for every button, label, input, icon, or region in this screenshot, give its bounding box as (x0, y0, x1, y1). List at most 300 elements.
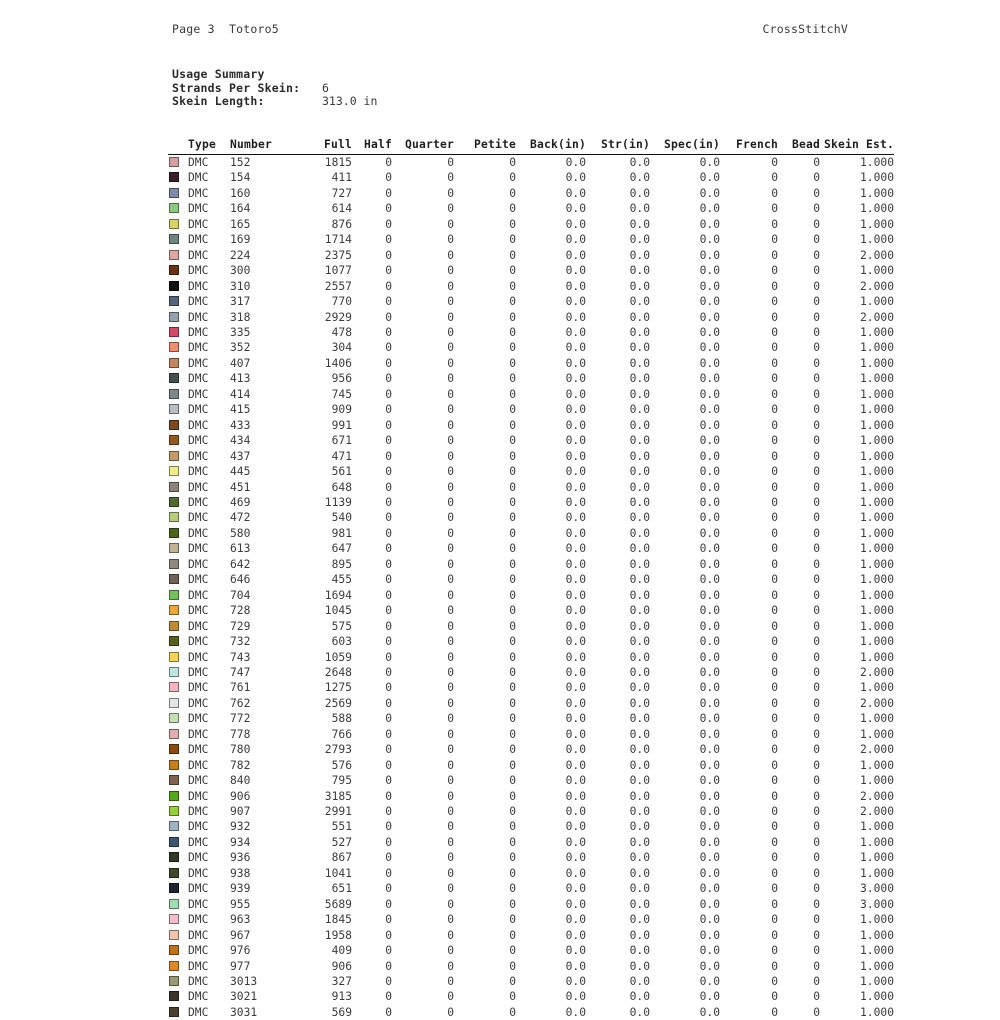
col-number: Number (230, 138, 288, 155)
cell-full: 651 (288, 881, 352, 896)
cell-french: 0 (720, 402, 778, 417)
cell-french: 0 (720, 495, 778, 510)
cell-skein-est: 1.000 (820, 510, 894, 525)
cell-number: 778 (230, 727, 288, 742)
col-petite: Petite (454, 138, 516, 155)
cell-half: 0 (352, 294, 392, 309)
cell-bead: 0 (778, 650, 820, 665)
cell-spec-in: 0.0 (650, 680, 720, 695)
cell-quarter: 0 (392, 943, 454, 958)
cell-petite: 0 (454, 603, 516, 618)
cell-petite: 0 (454, 850, 516, 865)
cell-bead: 0 (778, 510, 820, 525)
cell-str-in: 0.0 (586, 819, 650, 834)
cell-full: 671 (288, 433, 352, 448)
color-swatch-icon (169, 358, 179, 368)
cell-type: DMC (188, 186, 230, 201)
color-swatch-icon (169, 281, 179, 291)
color-swatch-icon (169, 404, 179, 414)
cell-type: DMC (188, 356, 230, 371)
cell-swatch (168, 665, 188, 680)
cell-quarter: 0 (392, 912, 454, 927)
cell-swatch (168, 912, 188, 927)
cell-spec-in: 0.0 (650, 541, 720, 556)
cell-skein-est: 1.000 (820, 572, 894, 587)
table-row (168, 480, 894, 495)
cell-type: DMC (188, 588, 230, 603)
cell-bead: 0 (778, 557, 820, 572)
skein-length-row (172, 95, 377, 109)
cell-petite: 0 (454, 696, 516, 711)
cell-skein-est: 1.000 (820, 170, 894, 185)
cell-spec-in: 0.0 (650, 510, 720, 525)
cell-bead: 0 (778, 619, 820, 634)
cell-full: 2569 (288, 696, 352, 711)
cell-bead: 0 (778, 572, 820, 587)
cell-half: 0 (352, 356, 392, 371)
table-header-row (168, 138, 894, 155)
color-swatch-icon (169, 791, 179, 801)
cell-number: 704 (230, 588, 288, 603)
cell-swatch (168, 155, 188, 171)
cell-petite: 0 (454, 943, 516, 958)
color-swatch-icon (169, 327, 179, 337)
cell-number: 646 (230, 572, 288, 587)
cell-bead: 0 (778, 186, 820, 201)
cell-spec-in: 0.0 (650, 449, 720, 464)
cell-quarter: 0 (392, 310, 454, 325)
cell-half: 0 (352, 928, 392, 943)
cell-french: 0 (720, 480, 778, 495)
cell-quarter: 0 (392, 170, 454, 185)
cell-type: DMC (188, 989, 230, 1004)
cell-petite: 0 (454, 402, 516, 417)
color-swatch-icon (169, 312, 179, 322)
cell-full: 727 (288, 186, 352, 201)
cell-type: DMC (188, 1005, 230, 1020)
cell-quarter: 0 (392, 588, 454, 603)
table-row (168, 789, 894, 804)
color-swatch-icon (169, 420, 179, 430)
cell-back-in: 0.0 (516, 495, 586, 510)
cell-petite: 0 (454, 819, 516, 834)
cell-type: DMC (188, 696, 230, 711)
color-swatch-icon (169, 682, 179, 692)
cell-full: 304 (288, 340, 352, 355)
cell-number: 762 (230, 696, 288, 711)
cell-french: 0 (720, 619, 778, 634)
cell-petite: 0 (454, 217, 516, 232)
cell-number: 642 (230, 557, 288, 572)
cell-bead: 0 (778, 866, 820, 881)
cell-bead: 0 (778, 449, 820, 464)
cell-number: 977 (230, 959, 288, 974)
cell-half: 0 (352, 943, 392, 958)
cell-skein-est: 1.000 (820, 912, 894, 927)
cell-type: DMC (188, 279, 230, 294)
cell-type: DMC (188, 727, 230, 742)
cell-str-in: 0.0 (586, 510, 650, 525)
cell-french: 0 (720, 418, 778, 433)
cell-type: DMC (188, 804, 230, 819)
cell-str-in: 0.0 (586, 804, 650, 819)
cell-str-in: 0.0 (586, 680, 650, 695)
cell-back-in: 0.0 (516, 742, 586, 757)
color-swatch-icon (169, 899, 179, 909)
cell-back-in: 0.0 (516, 588, 586, 603)
cell-quarter: 0 (392, 418, 454, 433)
cell-full: 551 (288, 819, 352, 834)
cell-type: DMC (188, 974, 230, 989)
cell-skein-est: 1.000 (820, 356, 894, 371)
cell-swatch (168, 804, 188, 819)
cell-bead: 0 (778, 758, 820, 773)
table-row (168, 371, 894, 386)
cell-french: 0 (720, 449, 778, 464)
cell-full: 614 (288, 201, 352, 216)
cell-back-in: 0.0 (516, 696, 586, 711)
cell-type: DMC (188, 928, 230, 943)
cell-bead: 0 (778, 773, 820, 788)
cell-half: 0 (352, 449, 392, 464)
cell-str-in: 0.0 (586, 881, 650, 896)
cell-french: 0 (720, 186, 778, 201)
cell-petite: 0 (454, 881, 516, 896)
color-swatch-icon (169, 451, 179, 461)
table-row (168, 232, 894, 247)
cell-petite: 0 (454, 201, 516, 216)
cell-petite: 0 (454, 634, 516, 649)
color-swatch-icon (169, 543, 179, 553)
cell-spec-in: 0.0 (650, 557, 720, 572)
cell-skein-est: 1.000 (820, 433, 894, 448)
cell-spec-in: 0.0 (650, 696, 720, 711)
cell-full: 588 (288, 711, 352, 726)
cell-back-in: 0.0 (516, 186, 586, 201)
table-row (168, 974, 894, 989)
usage-summary-block (172, 68, 377, 109)
cell-type: DMC (188, 294, 230, 309)
cell-skein-est: 1.000 (820, 402, 894, 417)
cell-number: 906 (230, 789, 288, 804)
cell-str-in: 0.0 (586, 696, 650, 711)
cell-spec-in: 0.0 (650, 170, 720, 185)
cell-full: 956 (288, 371, 352, 386)
cell-swatch (168, 387, 188, 402)
cell-skein-est: 1.000 (820, 418, 894, 433)
cell-petite: 0 (454, 232, 516, 247)
cell-full: 867 (288, 850, 352, 865)
cell-bead: 0 (778, 835, 820, 850)
cell-skein-est: 1.000 (820, 325, 894, 340)
cell-str-in: 0.0 (586, 464, 650, 479)
cell-half: 0 (352, 310, 392, 325)
table-row (168, 758, 894, 773)
cell-french: 0 (720, 835, 778, 850)
color-swatch-icon (169, 636, 179, 646)
cell-bead: 0 (778, 170, 820, 185)
skein-length-value: 313.0 in (322, 95, 377, 109)
cell-bead: 0 (778, 897, 820, 912)
cell-skein-est: 2.000 (820, 789, 894, 804)
cell-str-in: 0.0 (586, 217, 650, 232)
cell-type: DMC (188, 634, 230, 649)
cell-type: DMC (188, 850, 230, 865)
cell-french: 0 (720, 989, 778, 1004)
cell-spec-in: 0.0 (650, 310, 720, 325)
cell-full: 603 (288, 634, 352, 649)
cell-number: 165 (230, 217, 288, 232)
strands-per-skein-value: 6 (322, 82, 329, 96)
cell-french: 0 (720, 248, 778, 263)
cell-type: DMC (188, 943, 230, 958)
table-row (168, 294, 894, 309)
cell-bead: 0 (778, 279, 820, 294)
cell-half: 0 (352, 263, 392, 278)
cell-swatch (168, 835, 188, 850)
cell-spec-in: 0.0 (650, 325, 720, 340)
cell-swatch (168, 866, 188, 881)
cell-full: 575 (288, 619, 352, 634)
cell-skein-est: 1.000 (820, 1005, 894, 1020)
cell-type: DMC (188, 711, 230, 726)
cell-back-in: 0.0 (516, 510, 586, 525)
cell-petite: 0 (454, 170, 516, 185)
cell-full: 876 (288, 217, 352, 232)
cell-str-in: 0.0 (586, 356, 650, 371)
cell-str-in: 0.0 (586, 371, 650, 386)
cell-skein-est: 1.000 (820, 464, 894, 479)
cell-skein-est: 1.000 (820, 371, 894, 386)
cell-back-in: 0.0 (516, 881, 586, 896)
cell-bead: 0 (778, 263, 820, 278)
cell-full: 569 (288, 1005, 352, 1020)
cell-back-in: 0.0 (516, 279, 586, 294)
cell-swatch (168, 850, 188, 865)
cell-quarter: 0 (392, 680, 454, 695)
cell-french: 0 (720, 680, 778, 695)
cell-full: 1958 (288, 928, 352, 943)
cell-french: 0 (720, 819, 778, 834)
color-swatch-icon (169, 559, 179, 569)
cell-type: DMC (188, 959, 230, 974)
cell-petite: 0 (454, 418, 516, 433)
table-row (168, 248, 894, 263)
cell-swatch (168, 619, 188, 634)
cell-number: 963 (230, 912, 288, 927)
cell-half: 0 (352, 804, 392, 819)
table-row (168, 572, 894, 587)
cell-full: 2793 (288, 742, 352, 757)
cell-type: DMC (188, 510, 230, 525)
cell-back-in: 0.0 (516, 217, 586, 232)
cell-spec-in: 0.0 (650, 572, 720, 587)
cell-quarter: 0 (392, 773, 454, 788)
cell-quarter: 0 (392, 603, 454, 618)
table-row (168, 1005, 894, 1020)
cell-type: DMC (188, 464, 230, 479)
cell-number: 976 (230, 943, 288, 958)
cell-number: 955 (230, 897, 288, 912)
cell-french: 0 (720, 758, 778, 773)
cell-number: 160 (230, 186, 288, 201)
table-row (168, 603, 894, 618)
cell-str-in: 0.0 (586, 526, 650, 541)
cell-quarter: 0 (392, 186, 454, 201)
cell-type: DMC (188, 897, 230, 912)
cell-swatch (168, 510, 188, 525)
cell-str-in: 0.0 (586, 866, 650, 881)
cell-petite: 0 (454, 387, 516, 402)
cell-skein-est: 2.000 (820, 310, 894, 325)
cell-full: 576 (288, 758, 352, 773)
cell-french: 0 (720, 974, 778, 989)
cell-half: 0 (352, 989, 392, 1004)
cell-skein-est: 1.000 (820, 819, 894, 834)
usage-summary-title: Usage Summary (172, 68, 377, 82)
cell-str-in: 0.0 (586, 433, 650, 448)
cell-bead: 0 (778, 789, 820, 804)
cell-type: DMC (188, 449, 230, 464)
cell-full: 766 (288, 727, 352, 742)
cell-full: 991 (288, 418, 352, 433)
cell-quarter: 0 (392, 711, 454, 726)
cell-spec-in: 0.0 (650, 526, 720, 541)
cell-petite: 0 (454, 711, 516, 726)
cell-str-in: 0.0 (586, 850, 650, 865)
cell-full: 527 (288, 835, 352, 850)
cell-half: 0 (352, 603, 392, 618)
cell-back-in: 0.0 (516, 634, 586, 649)
cell-half: 0 (352, 959, 392, 974)
cell-bead: 0 (778, 464, 820, 479)
strands-per-skein-row (172, 82, 377, 96)
cell-number: 352 (230, 340, 288, 355)
cell-french: 0 (720, 881, 778, 896)
cell-spec-in: 0.0 (650, 201, 720, 216)
cell-full: 471 (288, 449, 352, 464)
cell-back-in: 0.0 (516, 758, 586, 773)
cell-spec-in: 0.0 (650, 495, 720, 510)
cell-swatch (168, 959, 188, 974)
cell-type: DMC (188, 310, 230, 325)
color-swatch-icon (169, 528, 179, 538)
cell-number: 164 (230, 201, 288, 216)
table-row (168, 510, 894, 525)
cell-skein-est: 1.000 (820, 711, 894, 726)
cell-str-in: 0.0 (586, 727, 650, 742)
color-swatch-icon (169, 961, 179, 971)
cell-spec-in: 0.0 (650, 789, 720, 804)
cell-back-in: 0.0 (516, 835, 586, 850)
cell-back-in: 0.0 (516, 480, 586, 495)
cell-back-in: 0.0 (516, 819, 586, 834)
cell-quarter: 0 (392, 974, 454, 989)
cell-full: 1045 (288, 603, 352, 618)
cell-quarter: 0 (392, 232, 454, 247)
color-swatch-icon (169, 157, 179, 167)
table-row (168, 402, 894, 417)
table-row (168, 418, 894, 433)
cell-back-in: 0.0 (516, 650, 586, 665)
table-row (168, 557, 894, 572)
cell-spec-in: 0.0 (650, 727, 720, 742)
cell-full: 2991 (288, 804, 352, 819)
cell-swatch (168, 495, 188, 510)
cell-quarter: 0 (392, 402, 454, 417)
color-swatch-icon (169, 373, 179, 383)
page-label: Page 3 Totoro5 (172, 22, 279, 36)
cell-type: DMC (188, 418, 230, 433)
cell-bead: 0 (778, 418, 820, 433)
cell-quarter: 0 (392, 928, 454, 943)
cell-quarter: 0 (392, 480, 454, 495)
cell-swatch (168, 232, 188, 247)
col-bead: Bead (778, 138, 820, 155)
table-row (168, 881, 894, 896)
cell-swatch (168, 603, 188, 618)
cell-quarter: 0 (392, 989, 454, 1004)
cell-bead: 0 (778, 680, 820, 695)
cell-back-in: 0.0 (516, 897, 586, 912)
cell-skein-est: 1.000 (820, 603, 894, 618)
cell-half: 0 (352, 680, 392, 695)
cell-petite: 0 (454, 155, 516, 171)
cell-number: 224 (230, 248, 288, 263)
color-swatch-icon (169, 265, 179, 275)
color-swatch-icon (169, 172, 179, 182)
cell-french: 0 (720, 850, 778, 865)
color-swatch-icon (169, 342, 179, 352)
cell-number: 152 (230, 155, 288, 171)
cell-petite: 0 (454, 325, 516, 340)
cell-str-in: 0.0 (586, 170, 650, 185)
cell-bead: 0 (778, 402, 820, 417)
cell-type: DMC (188, 819, 230, 834)
cell-number: 154 (230, 170, 288, 185)
color-swatch-icon (169, 698, 179, 708)
cell-skein-est: 2.000 (820, 665, 894, 680)
cell-swatch (168, 310, 188, 325)
cell-back-in: 0.0 (516, 232, 586, 247)
cell-type: DMC (188, 340, 230, 355)
cell-number: 451 (230, 480, 288, 495)
cell-spec-in: 0.0 (650, 279, 720, 294)
cell-type: DMC (188, 758, 230, 773)
cell-half: 0 (352, 201, 392, 216)
cell-petite: 0 (454, 186, 516, 201)
cell-quarter: 0 (392, 881, 454, 896)
color-swatch-icon (169, 219, 179, 229)
cell-half: 0 (352, 572, 392, 587)
cell-skein-est: 1.000 (820, 232, 894, 247)
cell-back-in: 0.0 (516, 974, 586, 989)
cell-full: 2648 (288, 665, 352, 680)
color-swatch-icon (169, 435, 179, 445)
cell-quarter: 0 (392, 279, 454, 294)
table-row (168, 201, 894, 216)
cell-back-in: 0.0 (516, 248, 586, 263)
cell-petite: 0 (454, 480, 516, 495)
cell-skein-est: 1.000 (820, 495, 894, 510)
cell-back-in: 0.0 (516, 294, 586, 309)
color-swatch-icon (169, 1007, 179, 1017)
color-swatch-icon (169, 930, 179, 940)
cell-half: 0 (352, 495, 392, 510)
cell-str-in: 0.0 (586, 928, 650, 943)
cell-skein-est: 1.000 (820, 680, 894, 695)
cell-petite: 0 (454, 928, 516, 943)
